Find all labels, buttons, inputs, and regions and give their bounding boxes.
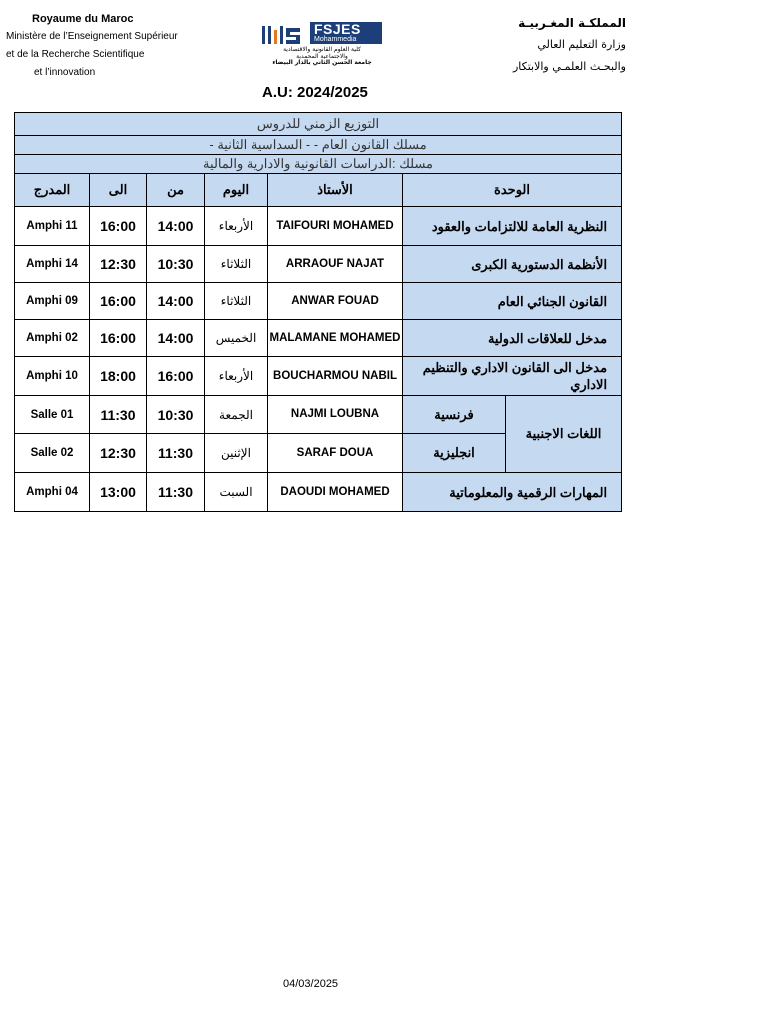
cell-professor: DAOUDI MOHAMED	[268, 473, 403, 512]
table-subtitle-row	[15, 136, 622, 155]
table-row	[15, 320, 622, 357]
table-header-row	[15, 174, 622, 207]
cell-professor: SARAF DOUA	[268, 434, 403, 473]
header-left-ministry	[6, 10, 196, 82]
table-row	[15, 207, 622, 246]
cell-unit: المهارات الرقمية والمعلوماتية	[403, 473, 622, 512]
ministry-ar-line2: والبحـث العلمـي والابتكار	[512, 60, 626, 73]
cell-from: 11:30	[147, 473, 205, 512]
cell-room: Salle 01	[15, 396, 90, 434]
cell-from: 16:00	[147, 357, 205, 396]
cell-day: الأربعاء	[205, 357, 268, 396]
col-header-unit: الوحدة	[403, 174, 622, 207]
kingdom-ar: المملكـة المغـربيـة	[518, 16, 626, 30]
cell-unit: القانون الجنائي العام	[403, 283, 622, 320]
cell-to: 11:30	[90, 396, 147, 434]
footer-date: 04/03/2025	[283, 978, 339, 990]
cell-languages-group: اللغات الاجنبية	[506, 396, 622, 473]
cell-from: 14:00	[147, 320, 205, 357]
cell-professor: TAIFOURI MOHAMED	[268, 207, 403, 246]
cell-professor: MALAMANE MOHAMED	[268, 320, 403, 357]
table-row	[15, 396, 622, 434]
table-row	[15, 246, 622, 283]
table-subtitle-branch: مسلك :الدراسات القانونية والادارية والمالية	[15, 155, 622, 174]
header-right-ministry	[456, 12, 626, 78]
cell-professor: NAJMI LOUBNA	[268, 396, 403, 434]
fsjes-logo	[258, 22, 386, 64]
table-row	[15, 473, 622, 512]
cell-room: Amphi 02	[15, 320, 90, 357]
table-subtitle-row	[15, 155, 622, 174]
cell-professor: ARRAOUF NAJAT	[268, 246, 403, 283]
cell-from: 10:30	[147, 246, 205, 283]
cell-professor: BOUCHARMOU NABIL	[268, 357, 403, 396]
cell-day: الإثنين	[205, 434, 268, 473]
cell-to: 16:00	[90, 283, 147, 320]
brand-sub: Mohammedia	[314, 36, 357, 43]
cell-room: Amphi 11	[15, 207, 90, 246]
cell-from: 11:30	[147, 434, 205, 473]
cell-to: 18:00	[90, 357, 147, 396]
cell-from: 14:00	[147, 283, 205, 320]
cell-to: 13:00	[90, 473, 147, 512]
cell-day: الجمعة	[205, 396, 268, 434]
cell-to: 12:30	[90, 246, 147, 283]
university-ar: جامعة الحسن الثاني بالدار البيضاء	[272, 59, 372, 66]
col-header-from: من	[147, 174, 205, 207]
ministry-ar-line1: وزارة التعليم العالي	[537, 38, 626, 51]
cell-to: 16:00	[90, 207, 147, 246]
ministry-fr-line2: et de la Recherche Scientifique	[6, 49, 145, 60]
cell-from: 14:00	[147, 207, 205, 246]
ministry-fr-line1: Ministère de l’Enseignement Supérieur	[6, 31, 178, 42]
cell-to: 12:30	[90, 434, 147, 473]
cell-day: الخميس	[205, 320, 268, 357]
table-title: التوزيع الزمني للدروس	[15, 113, 622, 136]
col-header-professor: الأستاذ	[268, 174, 403, 207]
cell-room: Amphi 09	[15, 283, 90, 320]
cell-unit-english: انجليزية	[403, 434, 506, 473]
faculty-ar-line1: كلية العلوم القانونية والاقتصادية	[283, 46, 361, 53]
cell-unit-french: فرنسية	[403, 396, 506, 434]
fsjes-brand-box	[310, 22, 382, 44]
university-logo-icon	[260, 24, 304, 46]
cell-unit: الأنظمة الدستورية الكبرى	[403, 246, 622, 283]
cell-professor: ANWAR FOUAD	[268, 283, 403, 320]
table-title-row	[15, 113, 622, 136]
cell-day: السبت	[205, 473, 268, 512]
cell-day: الأربعاء	[205, 207, 268, 246]
cell-unit: النظرية العامة للالتزامات والعقود	[403, 207, 622, 246]
col-header-to: الى	[90, 174, 147, 207]
ministry-fr-line3: et l’innovation	[34, 67, 96, 78]
schedule-table	[14, 112, 622, 512]
brand-name: FSJES	[314, 21, 361, 37]
cell-room: Amphi 14	[15, 246, 90, 283]
cell-room: Amphi 04	[15, 473, 90, 512]
table-row	[15, 283, 622, 320]
cell-unit: مدخل الى القانون الاداري والتنظيم الاداري	[403, 357, 622, 396]
col-header-room: المدرج	[15, 174, 90, 207]
cell-to: 16:00	[90, 320, 147, 357]
kingdom-fr: Royaume du Maroc	[32, 13, 134, 25]
cell-unit: مدخل للعلاقات الدولية	[403, 320, 622, 357]
table-subtitle-track: مسلك القانون العام - - السداسية الثانية -	[15, 136, 622, 155]
cell-room: Amphi 10	[15, 357, 90, 396]
academic-year: A.U: 2024/2025	[262, 84, 368, 101]
faculty-ar-line2: والاجتماعية المحمدية	[296, 53, 348, 60]
col-header-day: اليوم	[205, 174, 268, 207]
table-row	[15, 357, 622, 396]
cell-day: الثلاثاء	[205, 283, 268, 320]
cell-room: Salle 02	[15, 434, 90, 473]
cell-from: 10:30	[147, 396, 205, 434]
cell-day: الثلاثاء	[205, 246, 268, 283]
